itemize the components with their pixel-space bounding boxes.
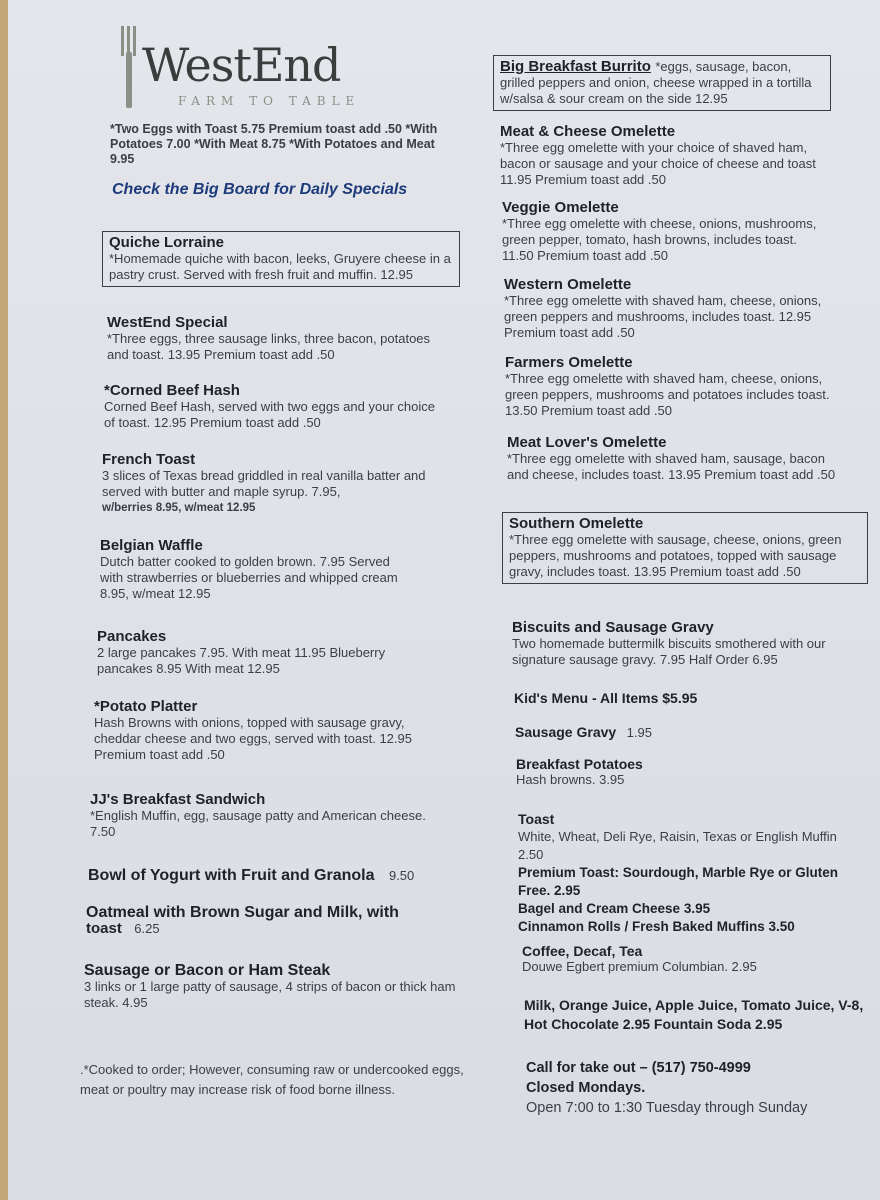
takeout-phone: Call for take out – (517) 750-4999 bbox=[526, 1060, 751, 1076]
item-price: 1.95 bbox=[626, 725, 652, 740]
quiche-lorraine bbox=[102, 231, 460, 287]
southern-omelette bbox=[502, 512, 868, 584]
premium-toast: Premium Toast: Sourdough, Marble Rye or Gluten Free. 2.95 bbox=[518, 865, 839, 898]
oatmeal bbox=[86, 905, 466, 937]
item-desc: White, Wheat, Deli Rye, Raisin, Texas or English Muffin 2.50 bbox=[518, 829, 837, 862]
item-desc: *Three eggs, three sausage links, three bacon, potatoes and toast. 13.95 Premium toast add .50 bbox=[107, 331, 431, 362]
item-title: JJ's Breakfast Sandwich bbox=[90, 791, 266, 808]
item-desc: Corned Beef Hash, served with two eggs and your choice of toast. 12.95 Premium toast add .50 bbox=[104, 399, 435, 430]
item-title: Bowl of Yogurt with Fruit and Granola bbox=[88, 867, 375, 884]
biscuits-gravy bbox=[512, 620, 862, 668]
item-desc: 3 links or 1 large patty of sausage, 4 strips of bacon or thick ham steak. 4.95 bbox=[84, 979, 456, 1010]
item-desc: *Three egg omelette with shaved ham, cheese, onions, green peppers and mushrooms, includes toast. 12.95 Premium toast add .50 bbox=[504, 293, 822, 340]
veggie-omelette bbox=[502, 200, 832, 264]
item-price: 6.25 bbox=[134, 921, 160, 936]
breakfast-sandwich bbox=[90, 792, 450, 840]
item-title: *Corned Beef Hash bbox=[104, 382, 240, 399]
farmers-omelette bbox=[505, 355, 840, 419]
item-title: *Potato Platter bbox=[94, 698, 198, 715]
fork-icon bbox=[118, 26, 140, 108]
coffee bbox=[522, 943, 862, 975]
two-eggs-line: *Two Eggs with Toast 5.75 Premium toast add .50 *With Potatoes 7.00 *With Meat 8.75 *With Potatoes and Meat 9.95 bbox=[110, 122, 438, 166]
item-title: Southern Omelette bbox=[509, 515, 644, 532]
sausage-gravy bbox=[515, 724, 652, 741]
drinks: Milk, Orange Juice, Apple Juice, Tomato Juice, V-8, Hot Chocolate 2.95 Fountain Soda 2.95 bbox=[524, 997, 864, 1032]
meat-lovers-omelette bbox=[507, 435, 837, 483]
item-title: French Toast bbox=[102, 451, 196, 468]
item-title: Big Breakfast Burrito bbox=[500, 58, 651, 75]
item-desc: *eggs, sausage, bacon, grilled peppers and onion, cheese wrapped in a tortilla w/salsa & sour cream on the side 12.95 bbox=[500, 59, 812, 106]
western-omelette bbox=[504, 277, 834, 341]
yogurt-bowl bbox=[88, 868, 468, 884]
cinnamon-rolls: Cinnamon Rolls / Fresh Baked Muffins 3.50 bbox=[518, 919, 795, 934]
item-desc: *Three egg omelette with sausage, cheese, onions, green peppers, mushrooms and potatoes, topped with sausage gravy, includes toast. 13.95 Premium toast add .50 bbox=[509, 532, 842, 579]
item-title: Oatmeal with Brown Sugar and Milk, with bbox=[86, 904, 399, 921]
breakfast-burrito bbox=[493, 55, 831, 111]
item-title: WestEnd Special bbox=[107, 314, 228, 331]
item-desc: Dutch batter cooked to golden brown. 7.95 Served with strawberries or blueberries and whipped cream 8.95, w/meat 12.95 bbox=[100, 554, 398, 601]
kids-menu: Kid's Menu - All Items $5.95 bbox=[514, 690, 698, 706]
item-desc: *Three egg omelette with shaved ham, cheese, onions, green peppers, mushrooms and potatoes includes toast. 13.50 Premium toast add .50 bbox=[505, 371, 830, 418]
logo-tagline: FARM TO TABLE bbox=[178, 94, 361, 108]
item-title: Farmers Omelette bbox=[505, 354, 633, 371]
item-desc: Hash browns. 3.95 bbox=[516, 772, 625, 787]
item-title: Veggie Omelette bbox=[502, 199, 619, 216]
item-title: Toast bbox=[518, 811, 555, 827]
bagel: Bagel and Cream Cheese 3.95 bbox=[518, 901, 711, 916]
item-title: Coffee, Decaf, Tea bbox=[522, 943, 643, 959]
daily-specials-note: Check the Big Board for Daily Specials bbox=[112, 181, 408, 198]
westend-logo bbox=[118, 24, 368, 114]
french-toast bbox=[102, 452, 462, 516]
food-safety-note: .*Cooked to order; However, consuming raw or undercooked eggs, meat or poultry may increase risk of food borne illness. bbox=[80, 1062, 464, 1097]
item-desc: *English Muffin, egg, sausage patty and American cheese. 7.50 bbox=[90, 808, 426, 839]
item-desc: *Three egg omelette with your choice of shaved ham, bacon or sausage and your choice of cheese and toast 11.95 Premium toast add .50 bbox=[500, 140, 816, 187]
item-title: Quiche Lorraine bbox=[109, 234, 225, 251]
closed-days: Closed Mondays. bbox=[526, 1080, 646, 1096]
toast bbox=[518, 810, 863, 936]
item-desc: *Three egg omelette with shaved ham, sausage, bacon and cheese, includes toast. 13.95 Premium toast add .50 bbox=[507, 451, 836, 482]
pancakes bbox=[97, 629, 397, 677]
item-desc: *Three egg omelette with cheese, onions, mushrooms, green pepper, tomato, hash browns, includes toast. 11.50 Premium toast add .50 bbox=[502, 216, 817, 263]
breakfast-potatoes bbox=[516, 756, 643, 788]
item-desc: Douwe Egbert premium Columbian. 2.95 bbox=[522, 959, 757, 974]
meat-side bbox=[84, 963, 464, 1011]
table-edge bbox=[0, 0, 8, 1200]
item-title: Belgian Waffle bbox=[100, 537, 203, 554]
westend-special bbox=[107, 315, 447, 363]
item-price: 9.50 bbox=[388, 868, 415, 883]
item-title: Meat Lover's Omelette bbox=[507, 434, 667, 451]
item-desc: Hash Browns with onions, topped with sausage gravy, cheddar cheese and two eggs, served with toast. 12.95 Premium toast add .50 bbox=[94, 715, 412, 762]
item-title: Breakfast Potatoes bbox=[516, 756, 643, 772]
item-extra: w/berries 8.95, w/meat 12.95 bbox=[102, 502, 256, 514]
item-title: Sausage Gravy bbox=[515, 724, 617, 740]
item-desc: Two homemade buttermilk biscuits smothered with our signature sausage gravy. 7.95 Half Order 6.95 bbox=[512, 636, 826, 667]
item-title: Meat & Cheese Omelette bbox=[500, 123, 676, 140]
item-title: Pancakes bbox=[97, 628, 167, 645]
belgian-waffle bbox=[100, 538, 410, 602]
contact-info bbox=[526, 1058, 876, 1118]
potato-platter bbox=[94, 699, 444, 763]
item-title: Western Omelette bbox=[504, 276, 632, 293]
item-title: Sausage or Bacon or Ham Steak bbox=[84, 962, 331, 979]
logo-name: WestEnd bbox=[142, 38, 341, 92]
item-desc: 2 large pancakes 7.95. With meat 11.95 Blueberry pancakes 8.95 With meat 12.95 bbox=[97, 645, 386, 676]
item-desc: *Homemade quiche with bacon, leeks, Gruyere cheese in a pastry crust. Served with fresh fruit and muffin. 12.95 bbox=[109, 251, 451, 282]
meat-cheese-omelette bbox=[500, 124, 830, 188]
corned-beef-hash bbox=[104, 383, 449, 431]
open-hours: Open 7:00 to 1:30 Tuesday through Sunday bbox=[526, 1100, 808, 1116]
item-desc: 3 slices of Texas bread griddled in real vanilla batter and served with butter and maple syrup. 7.95, bbox=[102, 468, 426, 499]
item-title-line2: toast bbox=[86, 920, 122, 937]
item-title: Biscuits and Sausage Gravy bbox=[512, 619, 714, 636]
